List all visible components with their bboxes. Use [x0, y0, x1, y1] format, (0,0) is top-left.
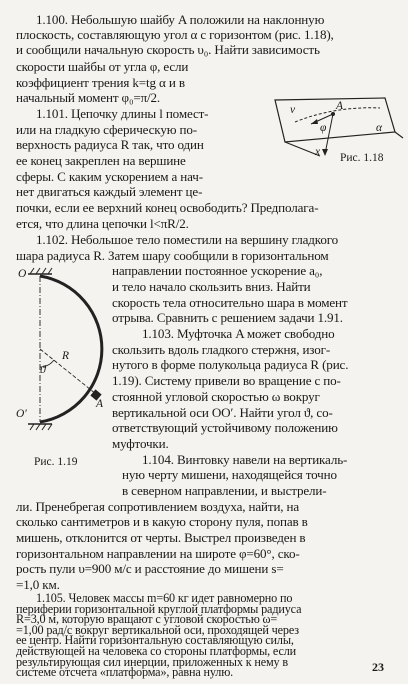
fig119-caption: Рис. 1.19 [34, 456, 78, 468]
text-line: коэффициент трения k=tg α и в [16, 75, 185, 90]
text-line: 1.100. Небольшую шайбу A положили на наклонную [36, 12, 325, 27]
text-line: почки, если ее верхний конец освободить? Предполага- [16, 200, 319, 215]
text-line: нет двигаться каждый элемент це- [16, 184, 203, 199]
fig118-label-x: x [315, 146, 321, 158]
text-line: ответствующий устойчивому положению [112, 420, 338, 435]
text-line: мишень, отклонится от черты. Выстрел произведен в [16, 530, 306, 545]
text-line: системе отсчета «платформа», равна нулю. [16, 665, 234, 680]
fig119-label-o: O [18, 268, 27, 280]
text-line: или на гладкую сферическую по- [16, 122, 197, 137]
fig119-label-o-prime: O′ [16, 408, 27, 420]
text-line: ную черту мишени, находящейся точно [122, 467, 337, 482]
text-line: вертикальной оси OO′. Найти угол ϑ, со- [112, 405, 333, 420]
page-number: 23 [372, 660, 384, 674]
text-line: направлении постоянное ускорение a₀, [112, 263, 323, 278]
fig119-label-theta: ϑ [40, 364, 46, 376]
text-line: и сообщили начальную скорость υ₀. Найти зависимость [16, 42, 320, 57]
text-line: периферии горизонтальной круглой платформы радиуса [16, 601, 302, 616]
text-line: нутого в форме полукольца радиуса R (рис. [112, 357, 349, 372]
fig118-label-phi: φ [320, 122, 327, 134]
text-line: ли. Пренебрегая сопротивлением воздуха, найти, на [16, 499, 300, 514]
text-line: отрыва. Сравнить с решением задачи 1.91. [112, 310, 343, 325]
fig118-label-alpha: α [376, 122, 383, 134]
text-line: сколько сантиметров и в какую сторону пуля, попав в [16, 514, 308, 529]
text-line: 1.103. Муфточка A может свободно [142, 326, 335, 341]
text-line: 1.105. Человек массы m=60 кг идет равномерно по [36, 591, 293, 605]
text-line: и тело начало скользить вниз. Найти [112, 279, 311, 294]
text-line: скорость тела относительно шара в момент [112, 295, 348, 310]
fig118-label-v: v [290, 104, 296, 116]
text-line: R=3,0 м, которую вращают с угловой скоростью ω= [16, 612, 278, 627]
text-line: =1,00 рад/с вокруг вертикальной оси, проходящей через [16, 622, 299, 637]
text-line: =1,0 км. [16, 577, 60, 592]
text-line: начальный момент φ₀=π/2. [16, 90, 161, 105]
text-line: стоянной угловой скоростью ω вокруг [112, 389, 320, 404]
text-line: муфточки. [112, 436, 169, 451]
text-line: скользить вдоль гладкого стержня, изог- [112, 342, 331, 357]
text-line: плоскость, составляющую угол α с горизонтом (рис. 1.18), [16, 27, 334, 42]
fig118-caption: Рис. 1.18 [340, 152, 384, 164]
text-line: 1.19). Систему привели во вращение с по- [112, 373, 341, 388]
fig118-label-a: A [336, 100, 344, 112]
text-line: горизонтальном направлении на широте φ=60°, ско- [16, 546, 300, 561]
text-line: в северном направлении, и выстрели- [122, 483, 327, 498]
text-line: результирующая сил инерции, приложенных к нему в [16, 654, 288, 669]
text-line: ее центр. Найти горизонтальную составляющую силы, [16, 633, 294, 648]
text-line: 1.101. Цепочку длины l помест- [36, 106, 209, 121]
text-line: сферы. С каким ускорением a нач- [16, 169, 203, 184]
text-line: ее конец закреплен на вершине [16, 153, 186, 168]
text-line: 1.104. Винтовку навели на вертикаль- [142, 452, 348, 467]
text-line: действующей на человека со стороны платформы, если [16, 644, 297, 658]
text-line: верхность радиуса R так, что один [16, 137, 204, 152]
fig119-label-r: R [62, 350, 70, 362]
text-line: скорости шайбы от угла φ, если [16, 59, 189, 74]
fig119-label-a: A [96, 398, 104, 410]
text-line: 1.102. Небольшое тело поместили на вершину гладкого [36, 232, 339, 247]
text-line: шара радиуса R. Затем шару сообщили в горизонтальном [16, 248, 329, 263]
text-line: ется, что длина цепочки l<πR/2. [16, 216, 189, 231]
text-line: рость пули υ=900 м/с и расстояние до мишени s= [16, 561, 284, 576]
